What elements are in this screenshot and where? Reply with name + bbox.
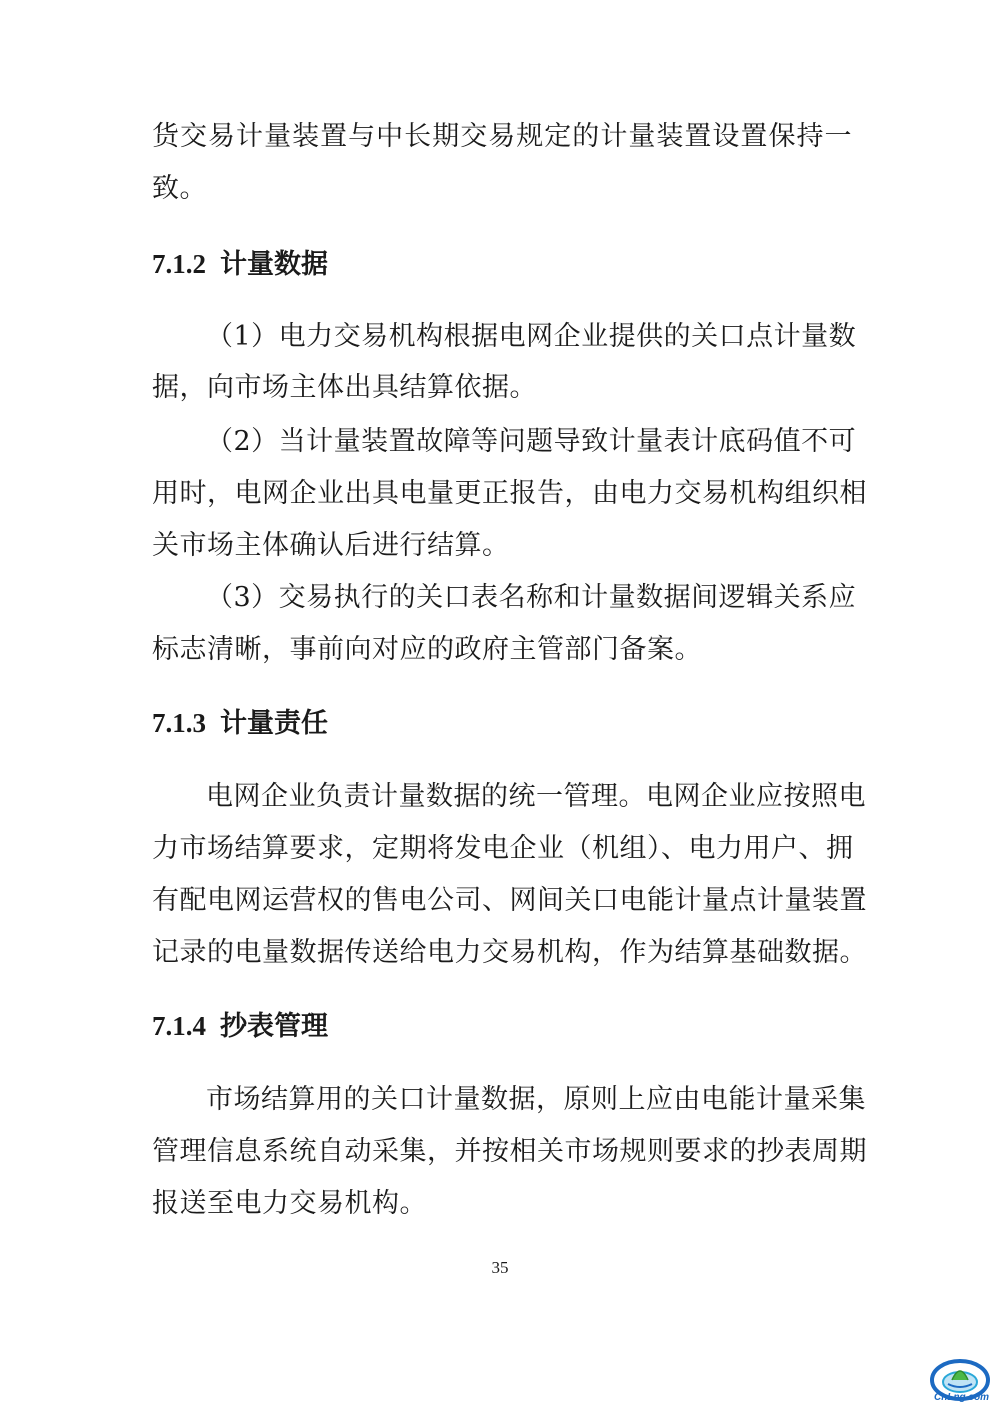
text-line: （2）当计量装置故障等问题导致计量表计底码值不可: [206, 426, 857, 457]
text-line: 用时，电网企业出具电量更正报告，由电力交易机构组织相: [152, 478, 867, 509]
text-line: 有配电网运营权的售电公司、网间关口电能计量点计量装置: [152, 885, 867, 916]
text-line: 力市场结算要求，定期将发电企业（机组）、电力用户、拥: [152, 833, 854, 864]
text-line: 致。: [152, 173, 207, 204]
text-line: （1）电力交易机构根据电网企业提供的关口点计量数: [206, 321, 857, 352]
section-heading-7-1-4: [152, 1006, 328, 1046]
section-heading-7-1-2: [152, 244, 328, 284]
page-number: 35: [491, 1258, 509, 1277]
section-number: 7.1.4: [152, 1011, 206, 1041]
text-line: 记录的电量数据传送给电力交易机构，作为结算基础数据。: [152, 937, 867, 968]
section-number: 7.1.2: [152, 249, 206, 279]
text-line: 货交易计量装置与中长期交易规定的计量装置设置保持一: [152, 121, 852, 152]
text-line: 管理信息系统自动采集，并按相关市场规则要求的抄表周期: [152, 1136, 867, 1167]
section-title: 抄表管理: [220, 1011, 328, 1042]
section-number: 7.1.3: [152, 708, 206, 738]
watermark-text: CnLng.com: [934, 1392, 989, 1403]
section-title: 计量责任: [220, 708, 328, 739]
text-line: 据，向市场主体出具结算依据。: [152, 372, 537, 403]
text-line: （3）交易执行的关口表名称和计量数据间逻辑关系应: [206, 582, 857, 613]
section-title: 计量数据: [220, 249, 328, 280]
text-line: 电网企业负责计量数据的统一管理。电网企业应按照电: [206, 781, 866, 812]
text-line: 报送至电力交易机构。: [152, 1188, 427, 1219]
text-line: 市场结算用的关口计量数据，原则上应由电能计量采集: [206, 1084, 866, 1115]
text-line: 关市场主体确认后进行结算。: [152, 530, 510, 561]
section-heading-7-1-3: [152, 703, 328, 743]
text-line: 标志清晰，事前向对应的政府主管部门备案。: [152, 634, 702, 665]
